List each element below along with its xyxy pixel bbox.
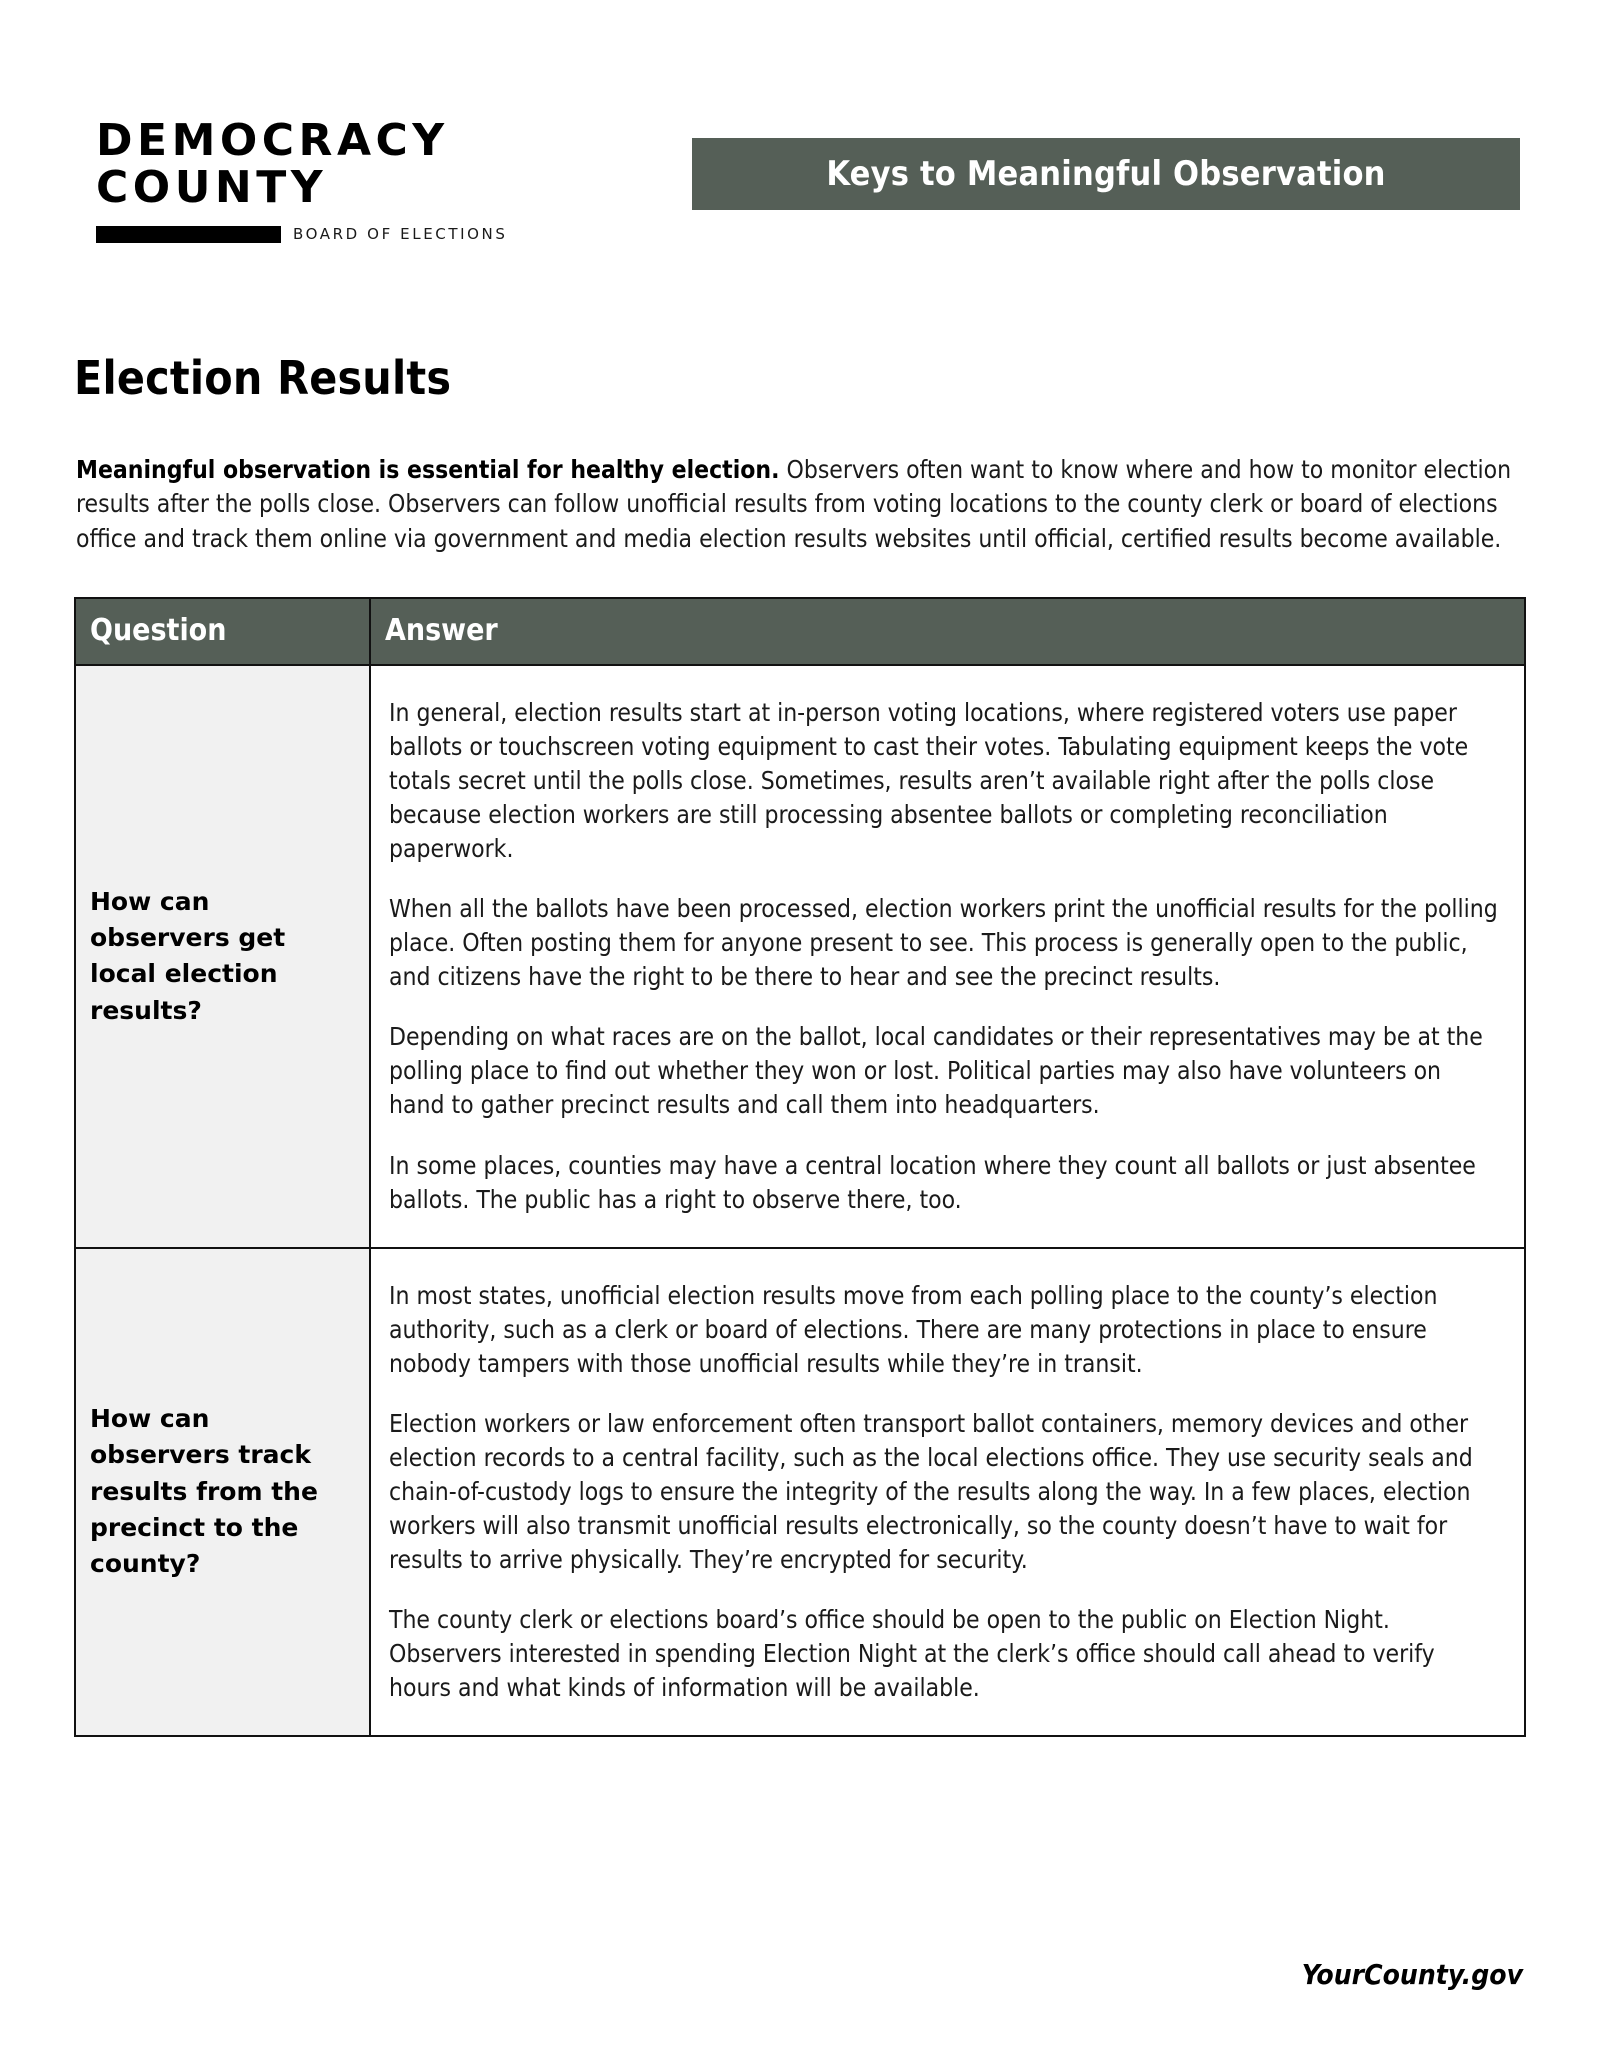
answer-paragraph: When all the ballots have been processed, election workers print the unofficial results for the polling place. Often posting them for anyone present to see. This process is generally open to the public, and citizens have the right to be there to hear and see the precinct results. (389, 894, 1498, 992)
table-body (75, 665, 1525, 1736)
table-row (75, 1248, 1525, 1737)
answer-paragraph: In most states, unofficial election results move from each polling place to the county’s election authority, such as a clerk or board of elections. There are many protections in place to ensure nobody tampers with those unofficial results while they’re in transit. (389, 1280, 1438, 1378)
footer-website: YourCounty.gov (1301, 1958, 1523, 1991)
answer-cell (370, 665, 1525, 1248)
logo-rule-bar (96, 226, 281, 243)
question-cell: How can observers track results from the precinct to the county? (75, 1248, 370, 1737)
democracy-county-logo (96, 115, 536, 244)
intro-body: Observers often want to know where and how to monitor election results after the polls close. Observers can follow unofficial results from voting locations to the county clerk or board of elections office and track them online via government and media election results websites until official, certified results become available. (76, 454, 1512, 554)
answer-cell (370, 1248, 1525, 1737)
keys-banner (692, 138, 1520, 210)
table-row (75, 665, 1525, 1248)
logo-subtitle-row (96, 225, 536, 243)
banner-title: Keys to Meaningful Observation (826, 154, 1386, 194)
table-head (75, 598, 1525, 665)
intro-lead: Meaningful observation is essential for healthy election. (76, 454, 780, 484)
column-header-question: Question (75, 598, 370, 665)
logo-subtitle: BOARD OF ELECTIONS (293, 225, 508, 244)
logo-line-county: COUNTY (96, 161, 328, 213)
question-answer-table (74, 597, 1526, 1737)
answer-paragraph: In general, election results start at in-person voting locations, where registered voters use paper ballots or touchscreen voting equipment to cast their votes. Tabulating equipment keeps the vote totals secret until the polls close. Sometimes, results aren’t available right after the polls close because election workers are still processing absentee ballots or completing reconciliation paperwork. (389, 698, 1469, 864)
answer-paragraph: In some places, counties may have a central location where they count all ballots or just absentee ballots. The public has a right to observe there, too. (389, 1150, 1476, 1214)
column-header-answer: Answer (370, 598, 1525, 665)
answer-paragraph: Depending on what races are on the ballot, local candidates or their representatives may be at the polling place to find out whether they won or lost. Political parties may also have volunteers on hand to gather precinct results and call them into headquarters. (389, 1022, 1483, 1120)
document-header (0, 0, 1599, 290)
table-header-row (75, 598, 1525, 665)
page-title: Election Results (74, 350, 452, 405)
question-cell: How can observers get local election results? (75, 665, 370, 1248)
answer-paragraph: The county clerk or elections board’s office should be open to the public on Election Night. Observers interested in spending Election Night at the clerk’s office should call ahead to verify hours and what kinds of information will be available. (389, 1604, 1435, 1703)
logo-line-democracy: DEMOCRACY (96, 115, 449, 166)
intro-paragraph (76, 453, 1520, 557)
answer-paragraph: Election workers or law enforcement often transport ballot containers, memory devices and other election records to a central facility, such as the local elections office. They use security seals and chain-of-custody logs to ensure the integrity of the results along the way. In a few places, election workers will also transmit unofficial results electronically, so the county doesn’t have to wait for results to arrive physically. They’re encrypted for security. (389, 1408, 1473, 1574)
